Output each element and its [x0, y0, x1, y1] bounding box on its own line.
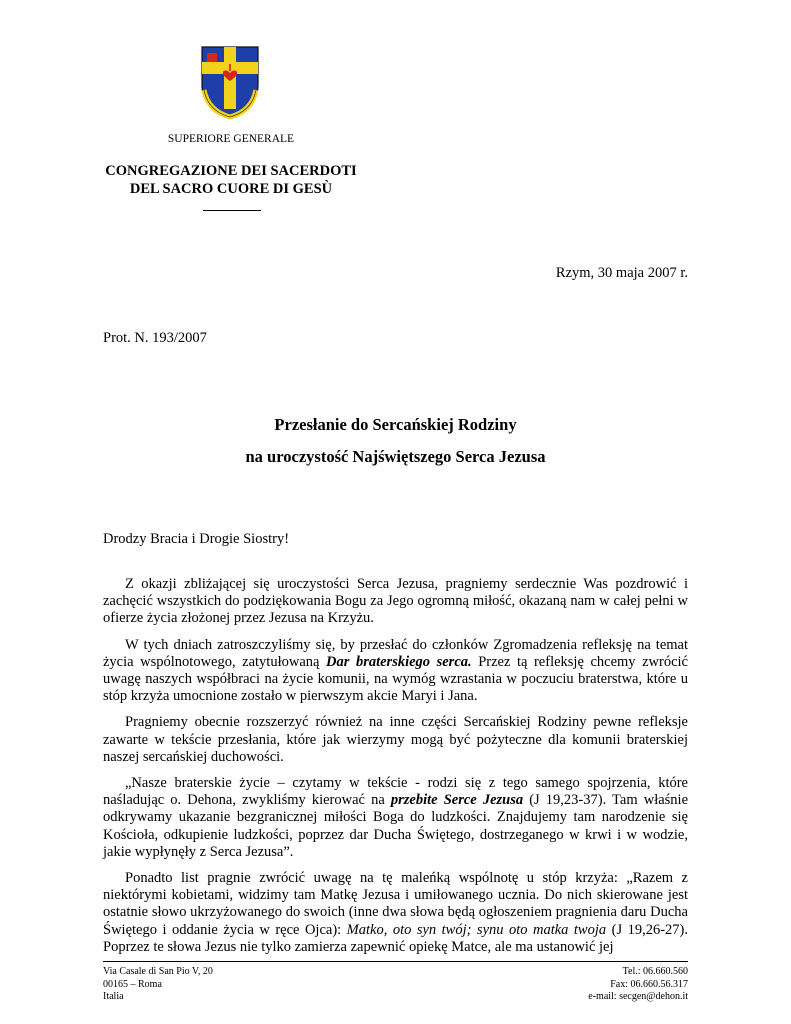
scripture-quote: Matko, oto syn twój; synu oto matka twoja — [346, 921, 607, 938]
congregation-line-1: CONGREGAZIONE DEI SACERDOTI — [105, 163, 357, 179]
paragraph-3: Pragniemy obecnie rozszerzyć również na inne części Sercańskiej Rodziny pewne refleksje zawarte w tekście przesłania, które jak wierzymy mogą być pożyteczne dla komunii braterskiej naszej sercańskiej duchowości. — [103, 714, 688, 765]
protocol-number: Prot. N. 193/2007 — [103, 330, 207, 346]
paragraph-2-text-a: W tych dniach zatroszczyliśmy się, by przesłać do członków Zgromadzenia refleksję na temat życia wspólnotowego, zatytułowaną — [103, 636, 688, 670]
contact-email: e-mail: secgen@dehon.it — [588, 991, 688, 1002]
paragraph-4-text-b: (J 19,23-37). Tam właśnie odkrywamy ukazanie bezgranicznej miłości Boga do ludzkości. Znajdujemy tam narodzenie się Kościoła, odkupienie ludzkości, poprzez dar Ducha Świętego, dostrzeganego w krwi i w wodzie, jakie wypłynęły z Serca Jezusa”. — [103, 792, 689, 860]
footer-divider — [103, 961, 688, 962]
letter-date: Rzym, 30 maja 2007 r. — [555, 265, 688, 281]
superior-label: SUPERIORE GENERALE — [167, 133, 295, 145]
paragraph-5 — [103, 870, 688, 956]
address-street: Via Casale di San Pio V, 20 — [103, 966, 213, 977]
paragraph-4-text-a: „Nasze braterskie życie – czytamy w tekście - rodzi się z tego samego spojrzenia, które naśladując o. Dehona, zwykliśmy kierować na — [103, 775, 688, 809]
paragraph-2-text-b: Przez tą refleksję chcemy zwrócić uwagę naszych współbraci na życie komunii, na wymóg wzrastania w poczuciu braterstwa, które u stóp krzyża umocnione zostało w pierwszym akcie Maryi i Jana. — [103, 653, 688, 705]
letter-body — [103, 576, 688, 965]
paragraph-5-text-a: Ponadto list pragnie zwrócić uwagę na tę maleńką wspólnotę u stóp krzyża: „Razem z niektórymi kobietami, widzimy tam Matkę Jezusa i umiłowanego ucznia. Do nich skierowane jest ostatnie słowo ukrzyżowanego do swoich (inne dwa słowa będą ogłoszeniem pragnienia daru Ducha Świętego i oddanie życia w ręce Ojca): — [103, 870, 688, 938]
contact-fax: Fax: 06.660.56.317 — [610, 978, 688, 990]
congregation-name — [100, 162, 362, 198]
congregation-emblem-icon — [200, 45, 260, 120]
letter-title-line-2: na uroczystość Najświętszego Serca Jezusa — [245, 447, 546, 466]
contact-tel: Tel.: 06.660.560 — [622, 966, 688, 977]
letter-title-line-1: Przesłanie do Sercańskiej Rodziny — [274, 415, 517, 434]
address-country: Italia — [103, 991, 124, 1002]
header-divider — [203, 210, 261, 211]
footer-address — [103, 966, 213, 1004]
paragraph-5-text-b: (J 19,26-27). Poprzez te słowa Jezus nie tylko zamierza zapewnić opiekę Matce, ale ma ustanowić jej — [103, 921, 688, 955]
congregation-line-2: DEL SACRO CUORE DI GESÙ — [129, 181, 333, 197]
footer-contact — [588, 966, 688, 1004]
paragraph-1: Z okazji zbliżającej się uroczystości Serca Jezusa, pragniemy serdecznie Was pozdrowić i zachęcić wszystkich do podziękowania Bogu za Jego ogromną miłość, okazaną nam w całej pełni w ofierze życia złożonej przez Jezusa na Krzyżu. — [103, 576, 688, 627]
pierced-heart-emphasis: przebite Serce Jezusa — [390, 792, 524, 809]
greeting: Drodzy Bracia i Drogie Siostry! — [103, 531, 290, 547]
address-city: 00165 – Roma — [103, 978, 162, 990]
paragraph-2 — [103, 637, 688, 706]
paragraph-4 — [103, 775, 688, 861]
letter-title-reference: Dar braterskiego serca. — [326, 653, 472, 670]
